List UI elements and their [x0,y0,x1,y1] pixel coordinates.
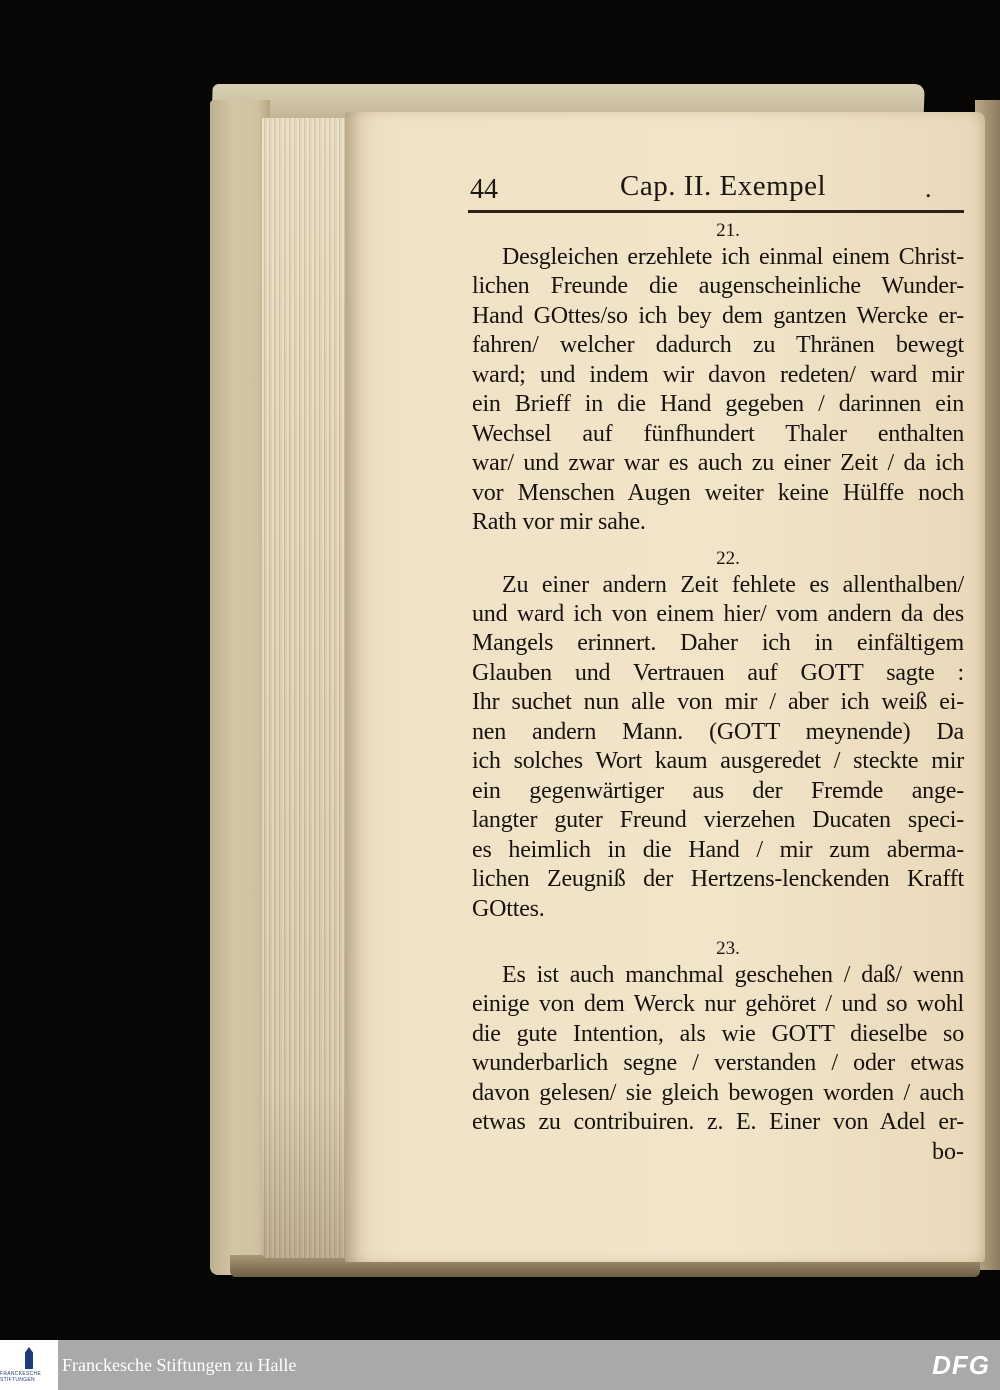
text-line: Es ist auch manchmal geschehen / daß/ wenn [502,961,964,988]
text-line: nen andern Mann. (GOTT meynende) Da [472,718,964,745]
book-cover-left [210,100,270,1275]
text-line: lichen Freunde die augenscheinliche Wunder- [472,273,964,300]
tower-icon [19,1347,39,1369]
text-line: Mangels erinnert. Daher ich in einfältigem [472,630,964,657]
text-line: ward; und indem wir davon redeten/ ward mir [472,361,964,388]
text-line: es heimlich in die Hand / mir zum aberma- [472,836,964,863]
running-head: Cap. II. Exempel [620,170,827,202]
text-line: einige von dem Werck nur gehöret / und so wohl [472,991,964,1018]
catchword: bo- [932,1138,964,1165]
section-number: 22. [716,547,740,569]
text-line: Rath vor mir sahe. [472,509,646,536]
section-number: 23. [716,937,740,959]
text-line: etwas zu contribuiren. z. E. Einer von Adel er- [472,1109,964,1136]
text-line: Hand GOttes/so ich bey dem gantzen Wercke er- [472,302,964,329]
text-line: GOttes. [472,895,545,922]
logo-label: FRANCKESCHE STIFTUNGEN [0,1371,42,1383]
text-line: langter guter Freund vierzehen Ducaten speci- [472,807,964,834]
text-line: Desgleichen erzehlete ich einmal einem Christ- [502,244,964,270]
text-line: ein gegenwärtiger aus der Fremde ange- [472,777,964,804]
text-line: Glauben und Vertrauen auf GOTT sagte : [472,659,964,686]
page-number: 44 [470,174,498,205]
text-line: ich solches Wort kaum ausgeredet / steckte mir [472,748,964,775]
header-rule [468,210,964,213]
section-number: 21. [716,220,740,241]
text-line: Wechsel auf fünfhundert Thaler enthalten [472,420,964,447]
text-line: war/ und zwar war es auch zu einer Zeit / da ich [472,450,964,477]
text-line: die gute Intention, als wie GOTT dieselbe so [472,1020,964,1047]
text-line: ein Brieff in die Hand gegeben / darinnen ein [472,391,964,418]
text-line: lichen Zeugniß der Hertzens-lenckenden Krafft [472,866,964,893]
text-line: fahren/ welcher dadurch zu Thränen bewegt [472,332,964,359]
body-text [472,218,964,1167]
text-line: und ward ich von einem hier/ vom andern da des [472,600,964,627]
footer-bar [0,1340,1000,1390]
text-line: davon gelesen/ sie gleich bewogen worden / auch [472,1079,964,1106]
page-header [470,170,965,210]
dfg-logo[interactable]: DFG [932,1350,990,1380]
page-edges-shade [262,118,354,1258]
header-mark: . [925,174,932,203]
text-line: vor Menschen Augen weiter keine Hülffe noch [472,479,964,506]
text-line: Ihr suchet nun alle von mir / aber ich weiß ei- [472,689,964,716]
institution-logo[interactable] [0,1340,58,1390]
institution-name: Franckesche Stiftungen zu Halle [62,1354,297,1375]
text-line: Zu einer andern Zeit fehlete es allenthalben/ [502,571,964,598]
text-line: wunderbarlich segne / verstanden / oder etwas [472,1050,964,1077]
